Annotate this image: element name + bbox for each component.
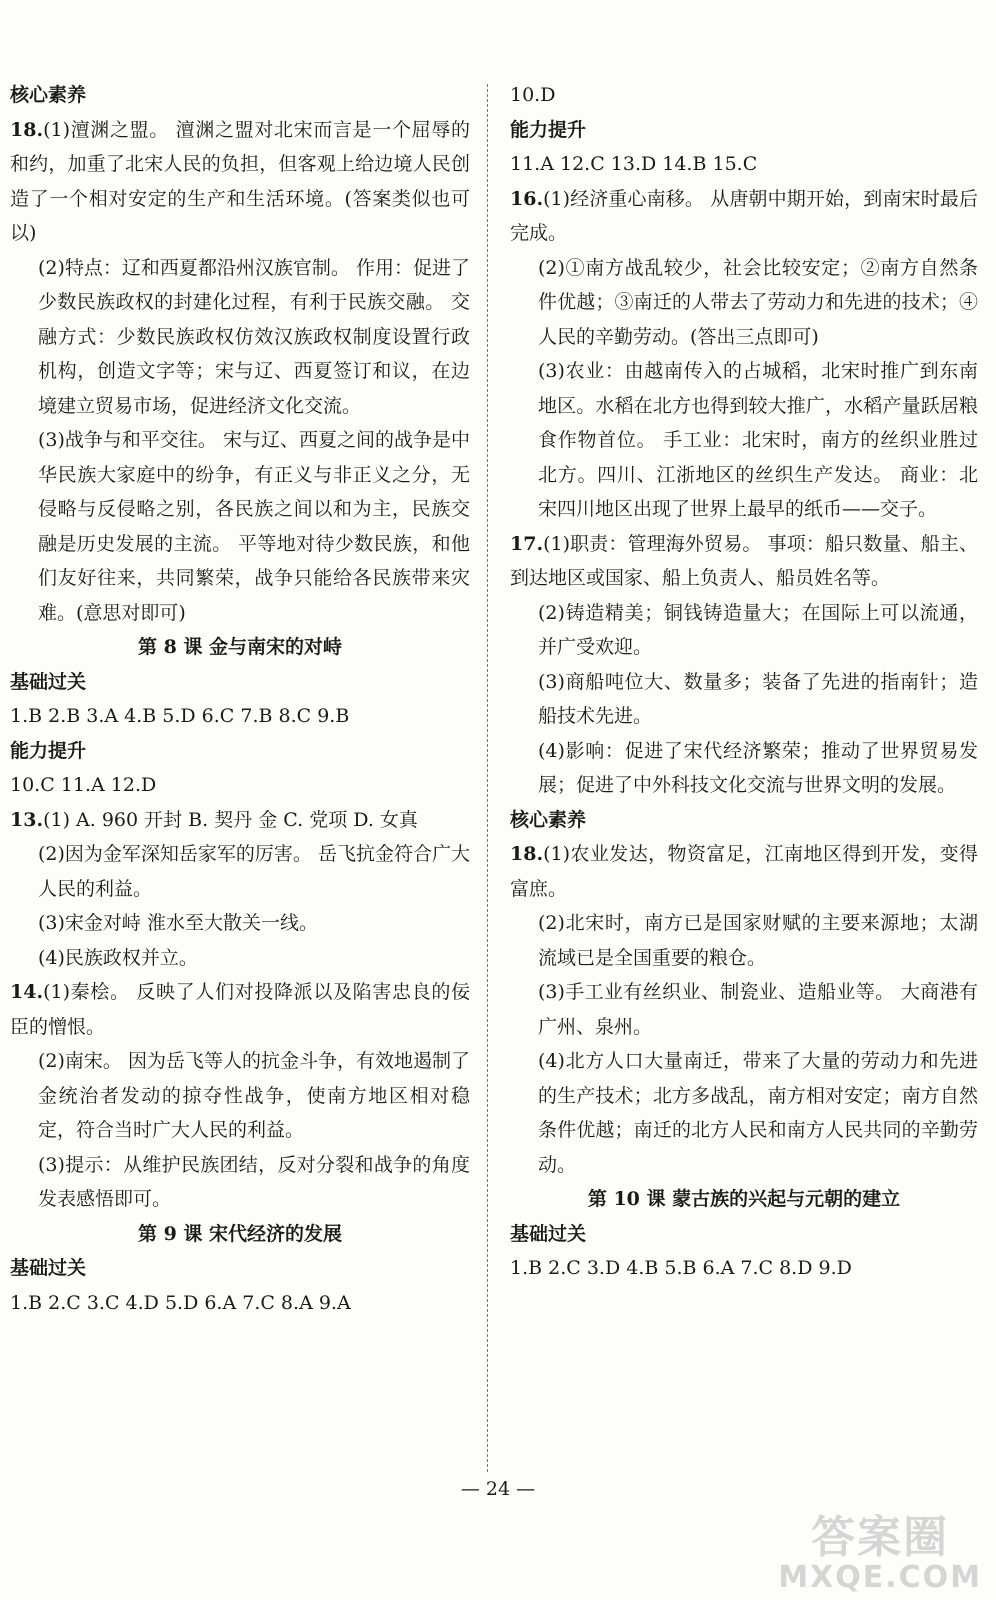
answer-text: (3)宋金对峙 淮水至大散关一线。 <box>38 912 318 934</box>
answer-text: 1.B 2.B 3.A 4.B 5.D 6.C 7.B 8.C 9.B <box>10 705 350 727</box>
answer-text: (3)战争与和平交往。 宋与辽、西夏之间的战争是中华民族大家庭中的纷争，有正义与非正义之分，无侵略与反侵略之别，各民族之间以和为主，民族交融是历史发展的主流。 平等地对待少数民族，和他们友好往来，共同繁荣，战争只能给各民族带来灾难。(意思对即可) <box>38 429 470 624</box>
watermark-logo <box>778 1514 982 1594</box>
right-column <box>510 78 978 1286</box>
answer-line <box>510 596 978 665</box>
answer-text: (2)特点：辽和西夏都沿州汉族官制。 作用：促进了少数民族政权的封建化过程，有利于民族交融。 交融方式：少数民族政权仿效汉族政权制度设置行政机构，创造文字等；宋与辽、西夏签订和议，在边境建立贸易市场，促进经济文化交流。 <box>38 256 470 417</box>
lesson-title: 第 9 课 宋代经济的发展 <box>137 1222 343 1245</box>
answer-line <box>510 837 978 906</box>
left-column <box>10 78 470 1320</box>
section-heading: 能力提升 <box>510 118 587 141</box>
column-divider <box>487 84 488 1472</box>
answer-line <box>10 941 470 976</box>
answer-text: (1)澶渊之盟。 澶渊之盟对北宋而言是一个屈辱的和约，加重了北宋人民的负担，但客观上给边境人民创造了一个相对安定的生产和生活环境。(答案类似也可以) <box>10 118 470 244</box>
section-heading: 基础过关 <box>510 1222 587 1245</box>
answer-line <box>10 1286 470 1321</box>
watermark-logo-text: 答案圈 <box>811 1512 950 1563</box>
answer-line <box>510 78 978 113</box>
answer-text: (4)影响：促进了宋代经济繁荣；推动了世界贸易发展；促进了中外科技文化交流与世界文明的发展。 <box>538 739 978 796</box>
answer-line <box>510 251 978 355</box>
answer-text: (1)职责：管理海外贸易。 事项：船只数量、船主、到达地区或国家、船上负责人、船员姓名等。 <box>510 532 978 589</box>
answer-text: 1.B 2.C 3.C 4.D 5.D 6.A 7.C 8.A 9.A <box>10 1291 351 1314</box>
section-heading: 能力提升 <box>10 739 87 762</box>
answer-text: (2)南宋。 因为岳飞等人的抗金斗争，有效地遏制了金统治者发动的掠夺性战争，使南方地区相对稳定，符合当时广大人民的利益。 <box>38 1050 470 1141</box>
answer-text: (1)经济重心南移。 从唐朝中期开始，到南宋时最后完成。 <box>510 187 978 244</box>
question-number: 17. <box>510 532 544 555</box>
answer-text: (3)手工业有丝织业、制瓷业、造船业等。 大商港有广州、泉州。 <box>538 981 978 1038</box>
answer-line <box>10 699 470 734</box>
answer-line <box>510 1251 978 1286</box>
answer-line <box>510 182 978 251</box>
answer-text: (3)提示：从维护民族团结，反对分裂和战争的角度发表感悟即可。 <box>38 1153 470 1210</box>
answer-text: (2)①南方战乱较少，社会比较安定；②南方自然条件优越；③南迁的人带去了劳动力和先进的技术；④人民的辛勤劳动。(答出三点即可) <box>538 256 978 348</box>
answer-line <box>510 354 978 527</box>
answer-line <box>10 1044 470 1148</box>
answer-line <box>510 906 978 975</box>
answer-text: (2)因为金军深知岳家军的厉害。 岳飞抗金符合广大人民的利益。 <box>38 843 470 900</box>
question-number: 14. <box>10 981 44 1003</box>
answer-line <box>510 1044 978 1182</box>
answer-line <box>510 527 978 596</box>
section-heading: 基础过关 <box>10 670 87 693</box>
answer-text: (2)铸造精美；铜钱铸造量大；在国际上可以流通，并广受欢迎。 <box>538 601 978 658</box>
section-heading: 基础过关 <box>10 1257 87 1279</box>
answer-line <box>510 147 978 182</box>
answer-text: (4)北方人口大量南迁，带来了大量的劳动力和先进的生产技术；北方多战乱，南方相对安定；南方自然条件优越；南迁的北方人民和南方人民共同的辛勤劳动。 <box>538 1050 978 1176</box>
answer-text: (1) A. 960 开封 B. 契丹 金 C. 党项 D. 女真 <box>43 808 418 831</box>
answer-text: 10.D <box>510 84 556 106</box>
answer-text: (3)商船吨位大、数量多；装备了先进的指南针；造船技术先进。 <box>538 670 978 727</box>
section-heading: 核心素养 <box>510 808 587 831</box>
answer-line <box>10 423 470 630</box>
lesson-title: 第 8 课 金与南宋的对峙 <box>137 636 343 658</box>
answer-line <box>10 1148 470 1217</box>
question-number: 18. <box>10 118 44 141</box>
answer-line <box>510 665 978 734</box>
answer-line <box>10 113 470 251</box>
answer-line <box>10 251 470 424</box>
answer-text: (1)秦桧。 反映了人们对投降派以及陷害忠良的佞臣的憎恨。 <box>10 981 470 1038</box>
watermark-url: MXQE.COM <box>778 1560 982 1595</box>
answer-text: 1.B 2.C 3.D 4.B 5.B 6.A 7.C 8.D 9.D <box>510 1257 852 1279</box>
question-number: 13. <box>10 808 44 831</box>
question-number: 18. <box>510 843 544 865</box>
answer-line <box>510 734 978 803</box>
section-heading: 核心素养 <box>10 84 87 106</box>
question-number: 16. <box>510 187 544 210</box>
answer-line <box>510 975 978 1044</box>
answer-text: (1)农业发达，物资富足，江南地区得到开发，变得富庶。 <box>510 843 978 900</box>
answer-text: (4)民族政权并立。 <box>38 946 198 969</box>
answer-line <box>10 803 470 838</box>
answer-text: 10.C 11.A 12.D <box>10 774 157 796</box>
lesson-title: 第 10 课 蒙古族的兴起与元朝的建立 <box>587 1188 901 1210</box>
answer-text: (2)北宋时，南方已是国家财赋的主要来源地；太湖流域已是全国重要的粮仓。 <box>538 912 978 969</box>
page-number: — 24 — <box>460 1478 536 1500</box>
answer-line <box>10 837 470 906</box>
answer-line <box>10 768 470 803</box>
answer-line <box>10 906 470 941</box>
answer-line <box>10 975 470 1044</box>
answer-text: (3)农业：由越南传入的占城稻，北宋时推广到东南地区。水稻在北方也得到较大推广，水稻产量跃居粮食作物首位。 手工业：北宋时，南方的丝织业胜过北方。四川、江浙地区的丝织生产发达。 商业：北宋四川地区出现了世界上最早的纸币——交子。 <box>538 360 978 520</box>
answer-text: 11.A 12.C 13.D 14.B 15.C <box>510 153 758 175</box>
